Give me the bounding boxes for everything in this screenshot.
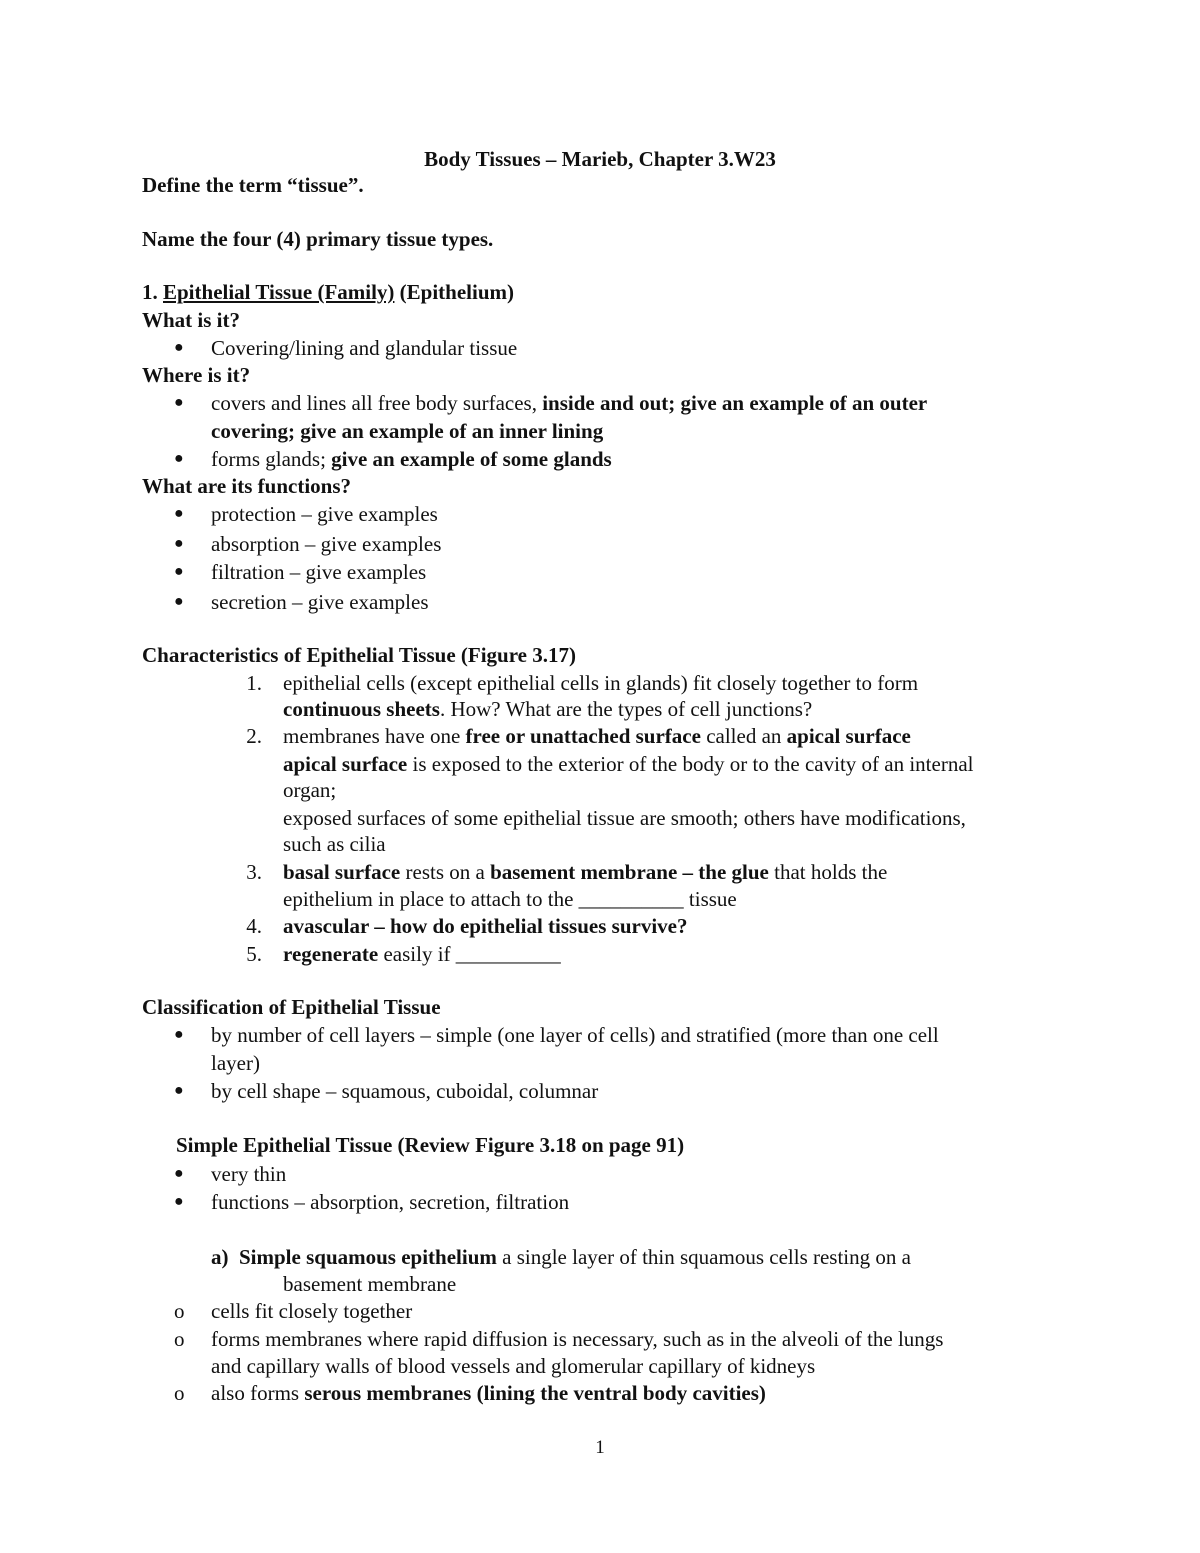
classification-heading: Classification of Epithelial Tissue — [142, 995, 441, 1019]
characteristic-2-cont: such as cilia — [283, 832, 386, 856]
characteristic-3: basal surface rests on a basement membrane – the glue that holds the — [283, 860, 888, 884]
characteristic-2-cont: organ; — [283, 778, 337, 802]
classification-item-1-cont: layer) — [211, 1051, 260, 1075]
characteristic-1-cont: continuous sheets. How? What are the types of cell junctions? — [283, 697, 813, 721]
function-item: filtration – give examples — [211, 560, 427, 584]
question-define-tissue: Define the term “tissue”. — [142, 173, 364, 197]
characteristic-2-cont: apical surface is exposed to the exterior of the body or to the cavity of an internal — [283, 752, 974, 776]
list-number: 5. — [246, 942, 262, 966]
list-number: 1. — [246, 671, 262, 695]
function-item: absorption – give examples — [211, 532, 442, 556]
characteristic-2-cont: exposed surfaces of some epithelial tissue are smooth; others have modifications, — [283, 806, 966, 830]
bullet-icon: ● — [174, 563, 184, 580]
where-item-1: covers and lines all free body surfaces, inside and out; give an example of an outer — [211, 391, 928, 415]
simple-squamous-cont: basement membrane — [283, 1272, 457, 1296]
what-is-it-question: What is it? — [142, 308, 241, 332]
bullet-icon: ● — [174, 394, 184, 411]
classification-item-1: by number of cell layers – simple (one layer of cells) and stratified (more than one cell — [211, 1023, 939, 1047]
where-is-it-question: Where is it? — [142, 363, 251, 387]
characteristic-1: epithelial cells (except epithelial cells in glands) fit closely together to form — [283, 671, 919, 695]
squamous-point-cont: and capillary walls of blood vessels and glomerular capillary of kidneys — [211, 1354, 816, 1378]
characteristic-5: regenerate easily if __________ — [283, 942, 561, 966]
functions-question: What are its functions? — [142, 474, 352, 498]
squamous-point: cells fit closely together — [211, 1299, 413, 1323]
bullet-icon: ● — [174, 1165, 184, 1182]
characteristic-2: membranes have one free or unattached surface called an apical surface — [283, 724, 911, 748]
characteristics-heading: Characteristics of Epithelial Tissue (Figure 3.17) — [142, 643, 576, 667]
circle-bullet-icon: o — [174, 1299, 185, 1323]
list-number: 2. — [246, 724, 262, 748]
question-name-tissue-types: Name the four (4) primary tissue types. — [142, 227, 494, 251]
simple-epithelial-heading: Simple Epithelial Tissue (Review Figure 3.18 on page 91) — [176, 1133, 685, 1157]
what-item: Covering/lining and glandular tissue — [211, 336, 518, 360]
circle-bullet-icon: o — [174, 1381, 185, 1405]
characteristic-3-cont: epithelium in place to attach to the __________ tissue — [283, 887, 737, 911]
bullet-icon: ● — [174, 339, 184, 356]
function-item: secretion – give examples — [211, 590, 429, 614]
epithelial-heading — [142, 278, 514, 306]
where-item-2: forms glands; give an example of some glands — [211, 447, 612, 471]
where-item-1-cont: covering; give an example of an inner lining — [211, 419, 604, 443]
squamous-point: forms membranes where rapid diffusion is necessary, such as in the alveoli of the lungs — [211, 1327, 944, 1351]
circle-bullet-icon: o — [174, 1327, 185, 1351]
simple-item: very thin — [211, 1162, 287, 1186]
list-number: 4. — [246, 914, 262, 938]
bullet-icon: ● — [174, 593, 184, 610]
bullet-icon: ● — [174, 535, 184, 552]
bullet-icon: ● — [174, 1026, 184, 1043]
classification-item-2: by cell shape – squamous, cuboidal, columnar — [211, 1079, 599, 1103]
bullet-icon: ● — [174, 1193, 184, 1210]
page-title: Body Tissues – Marieb, Chapter 3.W23 — [424, 147, 776, 171]
simple-item: functions – absorption, secretion, filtration — [211, 1190, 570, 1214]
list-number: 3. — [246, 860, 262, 884]
epithelium-label: (Epithelium) — [399, 280, 515, 304]
bullet-icon: ● — [174, 450, 184, 467]
bullet-icon: ● — [174, 505, 184, 522]
function-item: protection – give examples — [211, 502, 438, 526]
epithelial-family-label: Epithelial Tissue (Family) — [163, 280, 395, 304]
bullet-icon: ● — [174, 1082, 184, 1099]
page-number: 1 — [595, 1437, 605, 1458]
section-number: 1. — [142, 280, 158, 304]
simple-squamous-entry: a) Simple squamous epithelium a single layer of thin squamous cells resting on a — [211, 1245, 911, 1269]
characteristic-4: avascular – how do epithelial tissues survive? — [283, 914, 688, 938]
squamous-point: also forms serous membranes (lining the ventral body cavities) — [211, 1381, 766, 1405]
